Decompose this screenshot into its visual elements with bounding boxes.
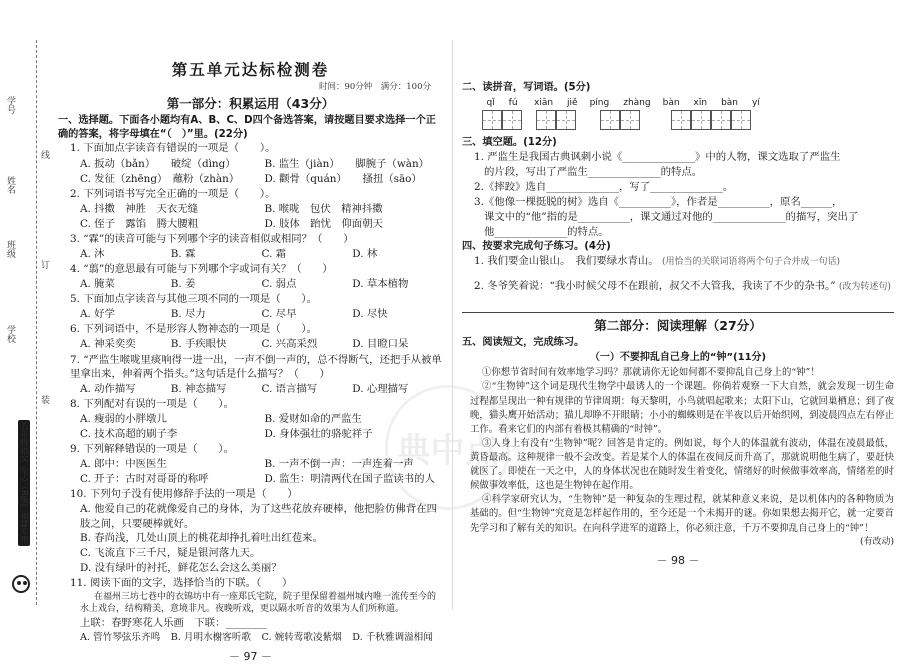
- cut-mark: 装: [39, 395, 49, 404]
- option: C. 飞流直下三千尺，疑是银河落九天。: [80, 547, 261, 560]
- section-heading: 三、填空题。(12分): [462, 136, 557, 148]
- pinyin-grid: [462, 97, 894, 130]
- question: 8. 下列配对有误的一项是（ ）。: [70, 397, 234, 410]
- option: C. 侄子 露馅 腾大腰粗: [80, 217, 199, 230]
- series-tag: 五年级语文（下）（R版）福建专用: [20, 422, 29, 544]
- option: B. 手疾眼快: [170, 338, 227, 351]
- option: B. 春尚浅，几处山顶上的桃花却挣扎着吐出红苞来。: [80, 532, 323, 544]
- option: B. 尽力: [170, 308, 206, 321]
- option: D. 身体强壮的骆驼祥子: [264, 427, 373, 440]
- writing-box[interactable]: [711, 110, 731, 130]
- question: 7. “严监生喉咙里痰响得一进一出，一声不倒一声的，总不得断气，还把手从被单里拿出来，伸着两个指头。”这句话是什么描写？（ ）: [70, 353, 442, 381]
- option: B. 霖: [170, 247, 196, 260]
- passage-paragraph: ①你想节省时间有效率地学习吗？那就请你无论如何都不要抑乱自己身上的“钟”！: [482, 367, 820, 379]
- page-number: － 98 －: [656, 553, 700, 567]
- watermark: 典中点: [385, 385, 510, 510]
- pinyin-group: [590, 97, 651, 130]
- question: 5. 下面加点字读音与其他三项不同的一项是（ ）。: [70, 293, 317, 306]
- passage: 在福州三坊七巷中的衣锦坊中有一座郑氏宅院，院子里保留着福州城内唯一流传至今的水上戏台，结构精美，意境非凡。夜晚听戏，更以隔水听音的效果为人们所称道。: [80, 592, 437, 615]
- option: B. 喉咙 包伏 精神抖擞: [264, 202, 383, 215]
- option: A. 抖擞 神胜 天衣无缝: [80, 202, 199, 215]
- writing-box[interactable]: [731, 110, 751, 130]
- option: C. 语言描写: [261, 382, 318, 395]
- page-divider: [452, 40, 453, 610]
- label-student-id: 学号: [5, 96, 15, 114]
- page-97: [58, 45, 443, 663]
- pinyin: xiān: [534, 97, 554, 108]
- question: 9. 下列解释错误的一项是（ ）。: [70, 442, 234, 455]
- passage-title: （一）不要抑乱自己身上的“钟”(11分): [589, 351, 767, 363]
- page-98: [462, 45, 894, 615]
- option: C. 兴高采烈: [261, 338, 318, 351]
- option: B. 神态描写: [170, 382, 227, 395]
- option: D. 目瞪口呆: [352, 338, 409, 351]
- section-heading: 四、按要求完成句子练习。(4分): [462, 241, 611, 253]
- option: D. 没有绿叶的衬托，鲜花怎么会这么美丽？: [80, 562, 282, 575]
- fill-question: 2.《摔跤》选自______________，写了______________。: [474, 180, 734, 193]
- fill-question: 的片段，写出了严监生______________的特点。: [484, 165, 703, 178]
- cut-mark: 线: [39, 150, 49, 159]
- writing-box[interactable]: [600, 110, 620, 130]
- fill-question: 课文中的“他”指的是__________，课文通过对他的______________的描写，突出了: [484, 210, 859, 223]
- passage-paragraph: ③人身上有没有“生物钟”呢？回答是肯定的。例如说，每个人的体温就有波动，体温在凌晨最低，黄昏最高。这种规律一般不会改变。若是某个人的体温在夜间反而升高了，那就说明他生病了，要赶快就医了。即使在一天之中，人的身体状况也在随时发生着变化，情绪好的时候做事效率高，情绪差的时候做事效率低，这也是生物钟在起作用。: [470, 437, 894, 492]
- option: C. 婉转莺歌凌紫烟: [261, 631, 342, 643]
- option: D. 颧骨（quán） 搔扭（sāo）: [264, 172, 422, 185]
- option: D. 监生：明清两代在国子监读书的人: [264, 473, 435, 486]
- label-class: 班级: [5, 240, 15, 258]
- option: C. 技术高超的刷子李: [80, 427, 178, 440]
- writing-box[interactable]: [556, 110, 576, 130]
- part-two-heading: 第二部分：阅读理解（27分）: [594, 317, 762, 333]
- fill-question: 他______________的特点。: [484, 225, 609, 238]
- option: C. 尽早: [261, 308, 297, 321]
- pinyin-group: [663, 97, 760, 130]
- question: 11. 阅读下面的文字，选择恰当的下联。（ ）: [70, 577, 293, 590]
- option: A. 瘦弱的小胖墩儿: [80, 412, 167, 425]
- binding-line: [36, 40, 37, 605]
- writing-box[interactable]: [671, 110, 691, 130]
- fill-question: 3.《他像一棵挺脱的树》选自《__________》，作者是__________，原名______，: [474, 195, 843, 208]
- passage-paragraph: ④科学家研究认为，“生物钟”是一种复杂的生理过程，就某种意义来说，是以机体内的各种物质为基础的。但“生物钟”究竟是怎样起作用的，至今还是一个未揭开的谜。你如果想去揭开它，就一定要首先学习和了解有关的知识。在向科学进军的道路上，你必须注意，千万不要抑乱自己身上的“钟”！: [470, 494, 894, 534]
- writing-box[interactable]: [620, 110, 640, 130]
- option: A. 郎中：中医医生: [80, 458, 167, 471]
- question-text: 2. 冬爷笑着说：“我小时候父母不在跟前，叔父不大管我，我读了不少的杂书。”: [474, 279, 836, 292]
- pinyin: píng: [589, 97, 610, 108]
- option: B. 爱财如命的严监生: [264, 412, 362, 425]
- question: 1. 下面加点字读音有错误的一项是（ ）。: [70, 142, 276, 155]
- pinyin: xīn: [693, 97, 708, 108]
- option: B. 一声不倒一声：一声连着一声: [264, 458, 414, 471]
- part-one-heading: 第一部分：积累运用（43分）: [166, 95, 335, 111]
- writing-box[interactable]: [482, 110, 502, 130]
- question: 6. 下列词语中，不是形容人物神态的一项是（ ）。: [70, 323, 317, 336]
- section-heading: 二、读拼音，写词语。(5分): [462, 82, 591, 93]
- mascot-logo-icon: [12, 575, 30, 593]
- exam-meta: 时间：90分钟 满分：100分: [318, 82, 431, 93]
- pinyin: jiě: [567, 97, 578, 108]
- option: D. 千秋雅调溢相闻: [352, 631, 433, 643]
- question-text: 1. 我们要金山银山。 我们要绿水青山。: [474, 254, 659, 267]
- option: A. 扳动（bǎn） 破绽（dìng）: [80, 157, 236, 170]
- option: D. 心理描写: [352, 382, 409, 395]
- question: 4. “翦”的意思最有可能与下列哪个字或词有关？（ ）: [70, 263, 333, 276]
- writing-box[interactable]: [536, 110, 556, 130]
- label-name: 姓名: [5, 176, 15, 194]
- option: C. 开子：古时对哥哥的称呼: [80, 473, 209, 486]
- source-note: (有改动): [859, 536, 894, 547]
- option: D. 尽快: [352, 308, 388, 321]
- pinyin: qǐ: [486, 97, 495, 108]
- instruction-note: (用恰当的关联词语将两个句子合并成一句话): [661, 256, 840, 267]
- option: C. 发征（zhēng） 蘸粉（zhàn）: [80, 172, 240, 185]
- question: 3. “霖”的读音可能与下列哪个字的读音相似或相同？（ ）: [70, 232, 354, 245]
- exam-title: 第五单元达标检测卷: [171, 61, 330, 79]
- option: B. 监生（jiàn） 脚腕子（wàn）: [264, 157, 430, 170]
- fill-question: 1. 严监生是我国古典讽刺小说《______________》中的人物，课文选取了严监生: [474, 150, 841, 163]
- option: C. 霜: [261, 247, 287, 260]
- pinyin-group: [534, 97, 578, 130]
- label-school: 学校: [5, 325, 15, 343]
- pinyin: yí: [752, 97, 760, 108]
- binding-gutter: [0, 0, 48, 620]
- option: A. 管竹琴弦乐齐鸣: [80, 631, 161, 643]
- instruction-note: (改为转述句): [838, 281, 891, 292]
- option: A. 他爱自己的花就像爱自己的身体，为了这些花放弃硬棒，他把脸仿佛背在四肢之间，只要硬棒就好。: [80, 503, 437, 530]
- pinyin: zhàng: [623, 97, 651, 108]
- pinyin: fú: [508, 97, 518, 108]
- question: 2. 下列词语书写完全正确的一项是（ ）。: [70, 187, 276, 200]
- option: C. 弱点: [261, 278, 297, 291]
- section-heading: 一、选择题。下面各小题均有A、B、C、D四个备选答案，请按题目要求选择一个正确的答案，将字母填在“（ ）”里。(22分): [58, 114, 436, 140]
- option: A. 好学: [80, 308, 115, 321]
- answer-line: [462, 312, 894, 313]
- question: 10. 下列句子没有使用修辞手法的一项是（ ）: [70, 488, 298, 501]
- option: D. 草本植物: [352, 278, 409, 291]
- option: A. 动作描写: [80, 382, 136, 395]
- pinyin-group: [482, 97, 522, 130]
- option: D. 肢体 跆忧 仰面朝天: [264, 217, 383, 230]
- writing-box[interactable]: [502, 110, 522, 130]
- option: A. 神采奕奕: [80, 338, 136, 351]
- pinyin: bàn: [721, 97, 739, 108]
- page-number: － 97 －: [229, 649, 272, 663]
- writing-box[interactable]: [691, 110, 711, 130]
- section-heading: 五、阅读短文，完成练习。: [462, 337, 585, 349]
- pinyin: bàn: [662, 97, 680, 108]
- passage-paragraph: ②“生物钟”这个词是现代生物学中最诱人的一个课题。你倘若观察一下大自然，就会发现一切生命过程都呈现出一种有规律的节律周期：每天黎明，小鸟就唱起歌来；太阳下山，它就回巢栖息；到了夜晚，猫头鹰开始活动；猫儿却睁不开眼睛；小小的蜘蛛则是在半夜以后开始织网，到凌晨四点左右停止工作。看来它们的内部有着极其精确的“时钟”。: [470, 381, 894, 435]
- option: A. 腌菜: [80, 278, 115, 291]
- cut-mark: 订: [39, 260, 49, 269]
- option: D. 林: [352, 247, 378, 260]
- rewrite-question: [462, 279, 894, 294]
- option: A. 沐: [80, 247, 105, 260]
- option: B. 姜: [170, 278, 196, 291]
- option: B. 月明水榭客听歌: [170, 631, 252, 643]
- rewrite-question: [462, 254, 894, 269]
- couplet-line: 上联：春野寒花人乐画 下联：________: [80, 616, 268, 629]
